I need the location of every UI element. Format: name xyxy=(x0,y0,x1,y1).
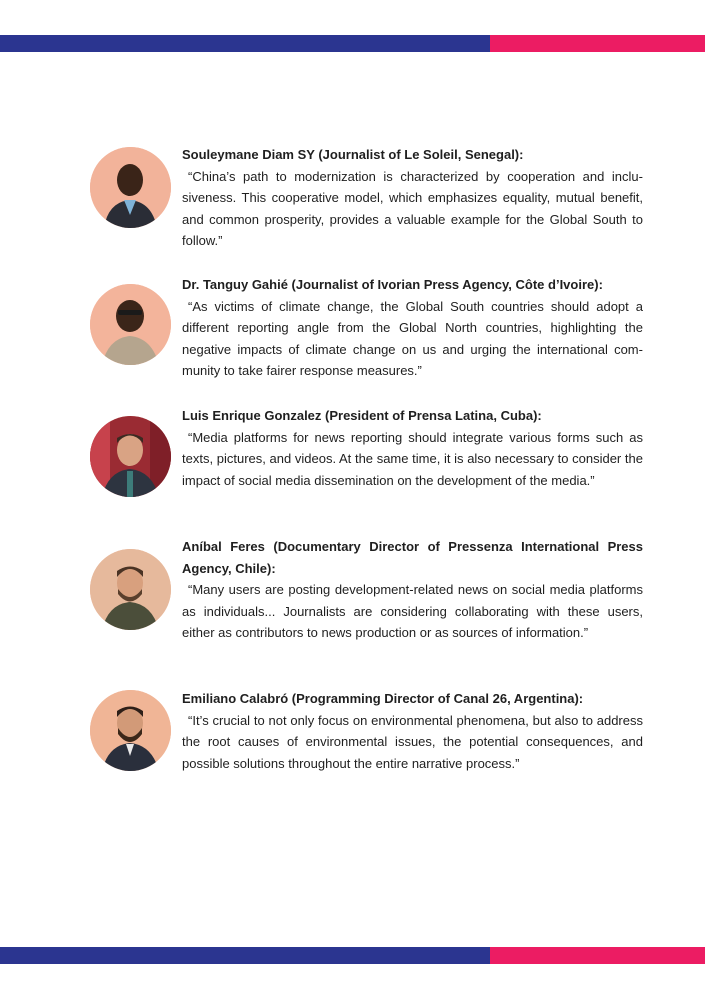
person-portrait-icon xyxy=(90,416,171,497)
bottom-color-bar xyxy=(0,947,705,964)
person-portrait-icon xyxy=(90,147,171,228)
speaker-quote: “As victims of climate change, the Global South countries should adopt a different reporting angle from the Global North countries, highlighting the negative impacts of climate change on us and urging the international community to take fairer response measures.” xyxy=(182,298,643,378)
avatar-portrait xyxy=(90,147,171,228)
top-bar-pink-segment xyxy=(490,35,705,52)
speaker-name: Dr. Tanguy Gahié (Journalist of Ivorian Press Agency, Côte d’Ivoire): xyxy=(182,277,603,292)
bottom-bar-blue-segment xyxy=(0,947,490,964)
top-bar-blue-segment xyxy=(0,35,490,52)
person-portrait-icon xyxy=(90,690,171,771)
speaker-quote: “Media platforms for news reporting should integrate various forms such as texts, pictures, and videos. At the same time, it is also necessary to consider the impact of social media dissemination on the development of the media.” xyxy=(182,429,643,488)
speaker-quote: “Many users are posting development-related news on social media platforms as individuals... Journalists are considering collaborating with these users, either as contributors to news production or as sources of information.” xyxy=(182,582,643,640)
speaker-name: Luis Enrique Gonzalez (President of Prensa Latina, Cuba): xyxy=(182,408,542,423)
person-portrait-icon xyxy=(90,549,171,630)
avatar-portrait xyxy=(90,416,171,497)
avatar-portrait xyxy=(90,690,171,771)
bottom-bar-pink-segment xyxy=(490,947,705,964)
avatar-portrait xyxy=(90,284,171,365)
person-portrait-icon xyxy=(90,284,171,365)
speaker-name: Emiliano Calabró (Programming Director of Canal 26, Argentina): xyxy=(182,691,584,706)
speaker-quote: “It’s crucial to not only focus on environmental phenomena, but also to address the root causes of environmental issues, the potential consequences, and possible solutions throughout the entire narrative process.” xyxy=(182,712,643,771)
top-color-bar xyxy=(0,35,705,52)
speaker-quote: “China’s path to modernization is characterized by cooperation and inclusiveness. This cooperative model, which emphasizes equality, mutual benefit, and common prosperity, provides a valuable example for the Global South to follow.” xyxy=(182,168,643,248)
speaker-name: Aníbal Feres (Documentary Director of Pressenza International Press Agency, Chile): xyxy=(182,539,643,576)
speaker-name: Souleymane Diam SY (Journalist of Le Soleil, Senegal): xyxy=(182,147,524,162)
avatar-portrait xyxy=(90,549,171,630)
